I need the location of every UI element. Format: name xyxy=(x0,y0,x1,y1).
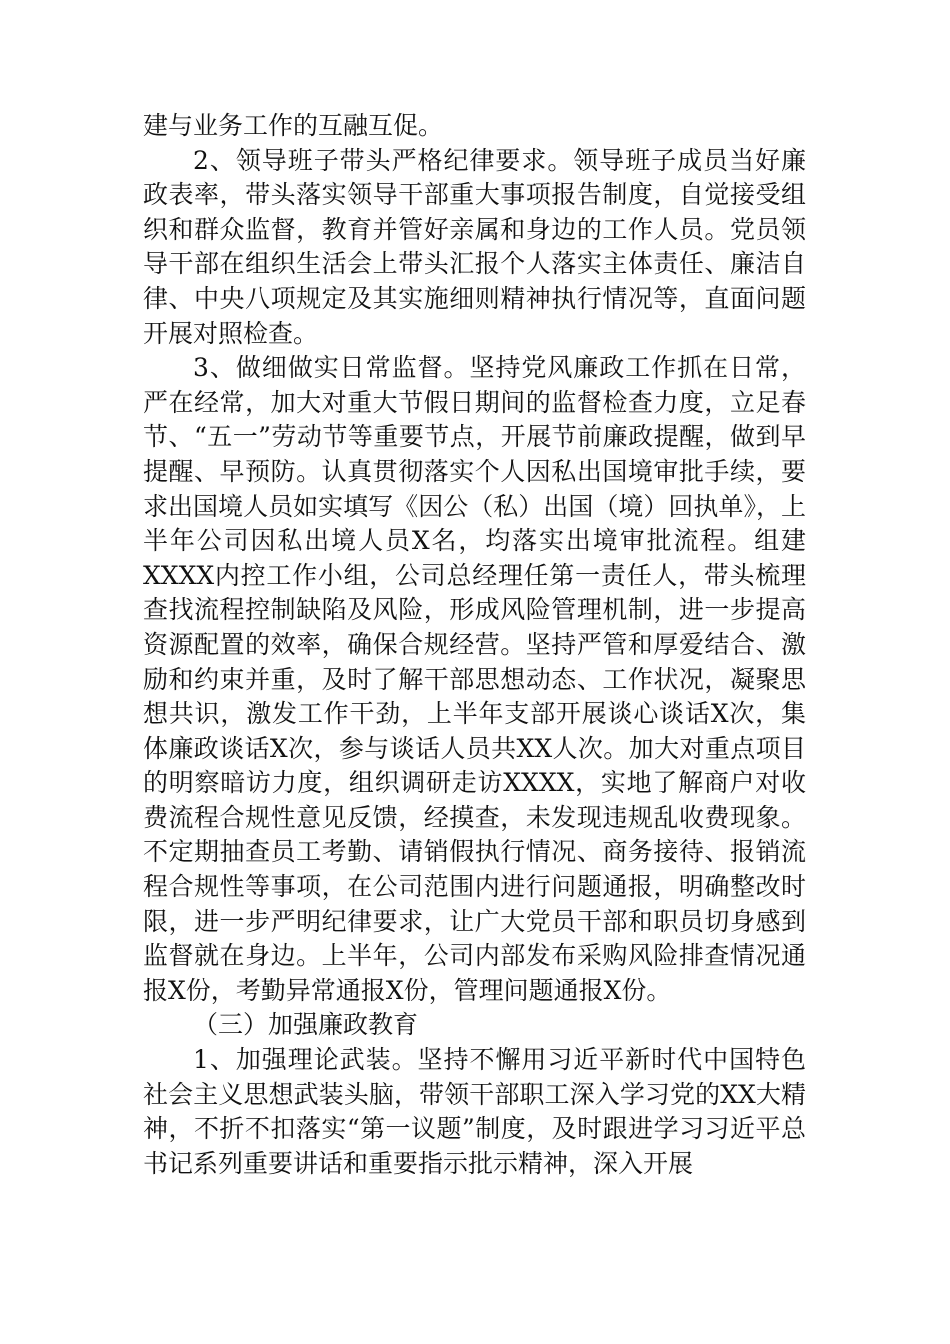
paragraph-item-2: 2、领导班子带头严格纪律要求。领导班子成员当好廉政表率，带头落实领导干部重大事项报告制度，自觉接受组织和群众监督，教育并管好亲属和身边的工作人员。党员领导干部在组织生活会上带头汇报个人落实主体责任、廉洁自律、中央八项规定及其实施细则精神执行情况等，直面问题开展对照检查。 xyxy=(143,145,806,348)
paragraph-continuation: 建与业务工作的互融互促。 xyxy=(143,111,444,140)
paragraph-item-1: 1、加强理论武装。坚持不懈用习近平新时代中国特色社会主义思想武装头脑，带领干部职工深入学习党的XX大精神，不折不扣落实“第一议题”制度，及时跟进学习习近平总书记系列重要讲话和重要指示批示精神，深入开展 xyxy=(143,1045,806,1178)
paragraph-item-3: 3、做细做实日常监督。坚持党风廉政工作抓在日常，严在经常，加大对重大节假日期间的监督检查力度，立足春节、“五一”劳动节等重要节点，开展节前廉政提醒，做到早提醒、早预防。认真贯彻落实个人因私出国境审批手续，要求出国境人员如实填写《因公（私）出国（境）回执单》，上半年公司因私出境人员X名，均落实出境审批流程。组建XXXX内控工作小组，公司总经理任第一责任人，带头梳理查找流程控制缺陷及风险，形成风险管理机制，进一步提高资源配置的效率，确保合规经营。坚持严管和厚爱结合、激励和约束并重，及时了解干部思想动态、工作状况，凝聚思想共识，激发工作干劲，上半年支部开展谈心谈话X次，集体廉政谈话X次，参与谈话人员共XX人次。加大对重点项目的明察暗访力度，组织调研走访XXXX，实地了解商户对收费流程合规性意见反馈，经摸查，未发现违规乱收费现象。不定期抽查员工考勤、请销假执行情况、商务接待、报销流程合规性等事项，在公司范围内进行问题通报，明确整改时限，进一步严明纪律要求，让广大党员干部和职员切身感到监督就在身边。上半年，公司内部发布采购风险排查情况通报X份，考勤异常通报X份，管理问题通报X份。 xyxy=(143,353,806,1005)
document-body xyxy=(143,109,806,1181)
section-heading: （三）加强廉政教育 xyxy=(193,1010,419,1040)
